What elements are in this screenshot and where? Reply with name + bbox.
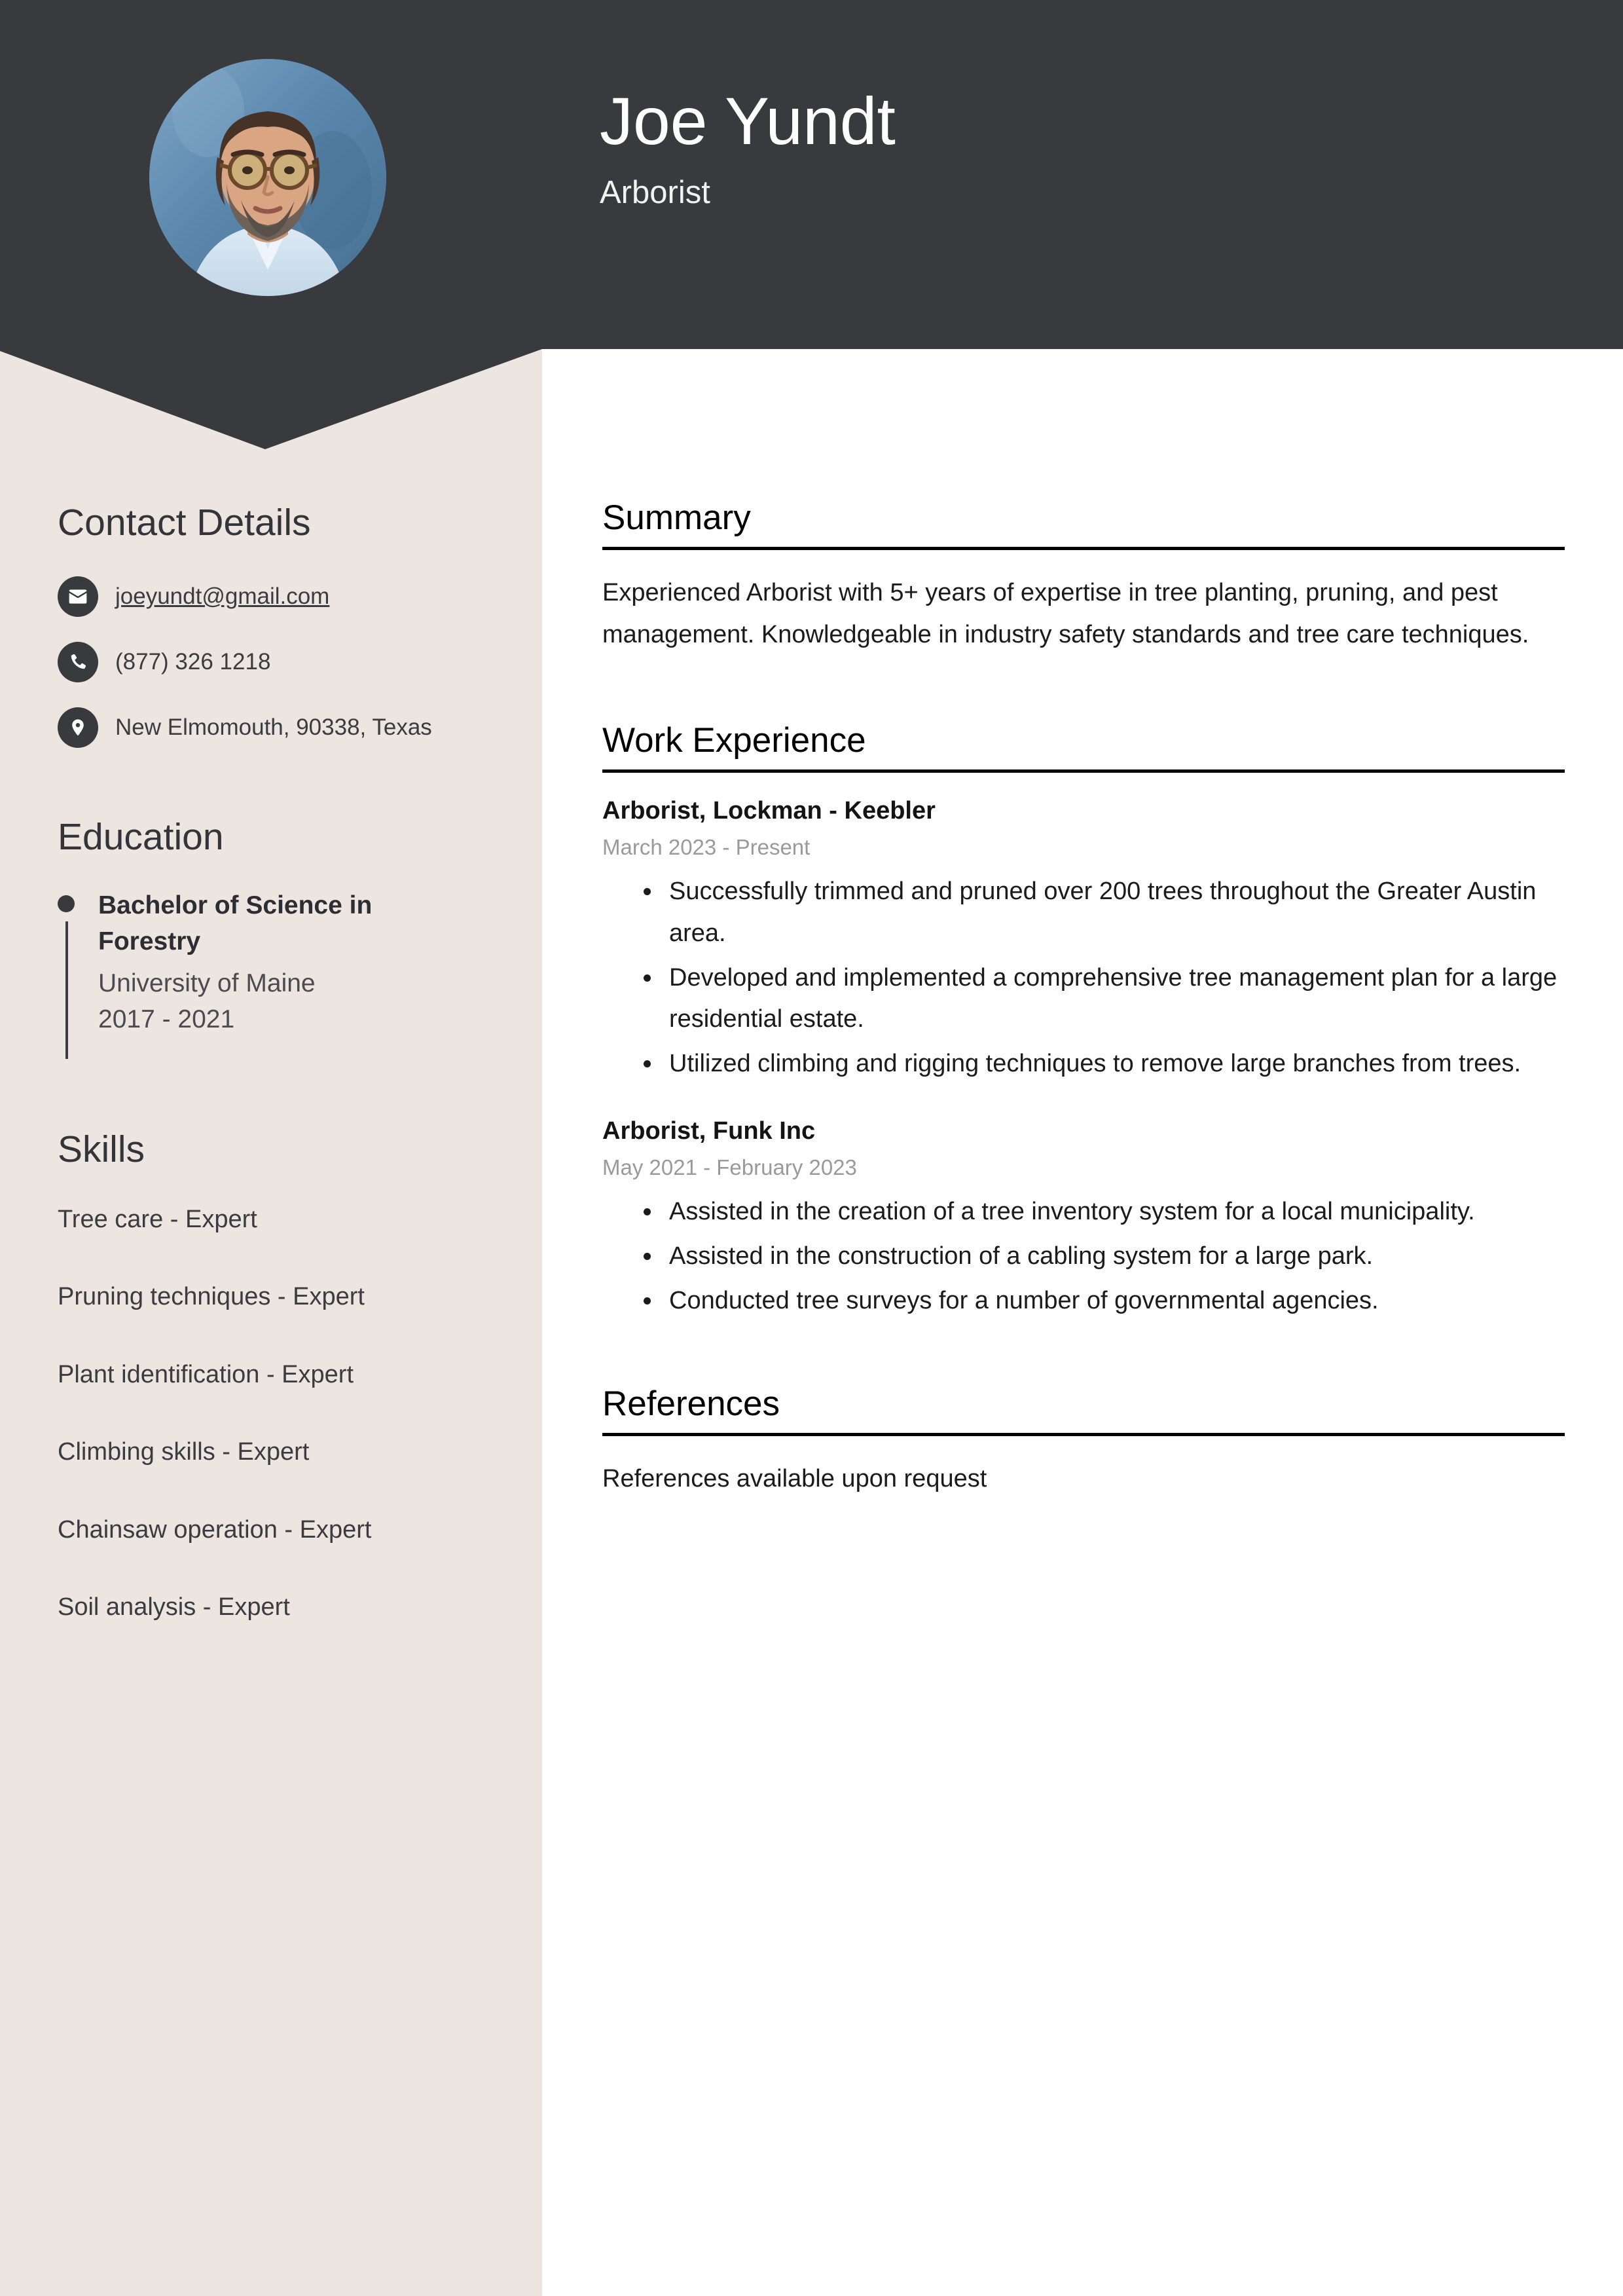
list-item: • Utilized climbing and rigging techniques to remove large branches from trees. [663, 1043, 1565, 1085]
list-item: Tree care - Expert [58, 1206, 257, 1233]
education-school: University of Maine [98, 969, 316, 997]
contact-phone-value[interactable]: (877) 326 1218 [115, 649, 271, 675]
job-entry [602, 1115, 1565, 1322]
contact-details-heading: Contact Details [58, 502, 311, 544]
phone-icon [58, 642, 98, 682]
contact-address-value[interactable]: New Elmomouth, 90338, Texas [115, 714, 432, 740]
main-column [602, 452, 1565, 1500]
education-item [58, 887, 516, 1038]
job-entry [602, 795, 1565, 1085]
skills-list [58, 1204, 529, 1669]
education-degree: Bachelor of Science in Forestry [98, 891, 373, 956]
references-body [602, 1458, 1565, 1500]
skills-heading: Skills [58, 1128, 145, 1170]
education-heading: Education [58, 816, 224, 858]
list-item: • Conducted tree surveys for a number of governmental agencies. [663, 1280, 1565, 1322]
location-pin-icon [58, 707, 98, 748]
list-item: Soil analysis - Expert [58, 1593, 290, 1621]
references-text: References available upon request [602, 1464, 987, 1492]
page-title: Joe Yundt [600, 84, 896, 158]
timeline-dot-icon [58, 895, 75, 912]
contact-list [58, 576, 516, 773]
summary-heading: Summary [602, 498, 1565, 550]
work-experience-section [602, 720, 1565, 1322]
header-identity [600, 85, 896, 211]
contact-email-value[interactable]: joeyundt@gmail.com [115, 583, 330, 609]
work-experience-heading: Work Experience [602, 720, 1565, 773]
summary-body [602, 572, 1565, 656]
references-heading: References [602, 1384, 1565, 1436]
job-role-subtitle: Arborist [600, 175, 710, 211]
education-list [58, 887, 516, 1038]
references-section [602, 1384, 1565, 1500]
job-bullet-list [602, 871, 1565, 1085]
list-item: Chainsaw operation - Expert [58, 1515, 372, 1544]
list-item: Climbing skills - Expert [58, 1438, 310, 1466]
contact-row-email[interactable] [58, 576, 516, 617]
job-dates: March 2023 - Present [602, 835, 811, 860]
envelope-icon [58, 576, 98, 617]
list-item: • Assisted in the construction of a cabling system for a large park. [663, 1236, 1565, 1278]
avatar [149, 59, 386, 296]
job-dates: May 2021 - February 2023 [602, 1155, 857, 1180]
summary-text: Experienced Arborist with 5+ years of expertise in tree planting, pruning, and pest management. Knowledgeable in industry safety standards and tree care techniques. [602, 579, 1529, 648]
timeline-line [65, 921, 68, 1059]
list-item: • Successfully trimmed and pruned over 200 trees throughout the Greater Austin area. [663, 871, 1565, 955]
contact-row-phone[interactable] [58, 642, 516, 682]
job-bullet-list [602, 1191, 1565, 1322]
job-title: Arborist, Lockman - Keebler [602, 796, 936, 824]
list-item: Pruning techniques - Expert [58, 1283, 365, 1311]
summary-section [602, 498, 1565, 656]
list-item: Plant identification - Expert [58, 1360, 354, 1388]
list-item: • Developed and implemented a comprehensive tree management plan for a large residential estate. [663, 957, 1565, 1041]
job-title: Arborist, Funk Inc [602, 1117, 816, 1145]
list-item: • Assisted in the creation of a tree inventory system for a local municipality. [663, 1191, 1565, 1233]
contact-row-address[interactable] [58, 707, 516, 748]
education-years: 2017 - 2021 [98, 1005, 235, 1034]
profile-photo-icon [149, 59, 386, 296]
